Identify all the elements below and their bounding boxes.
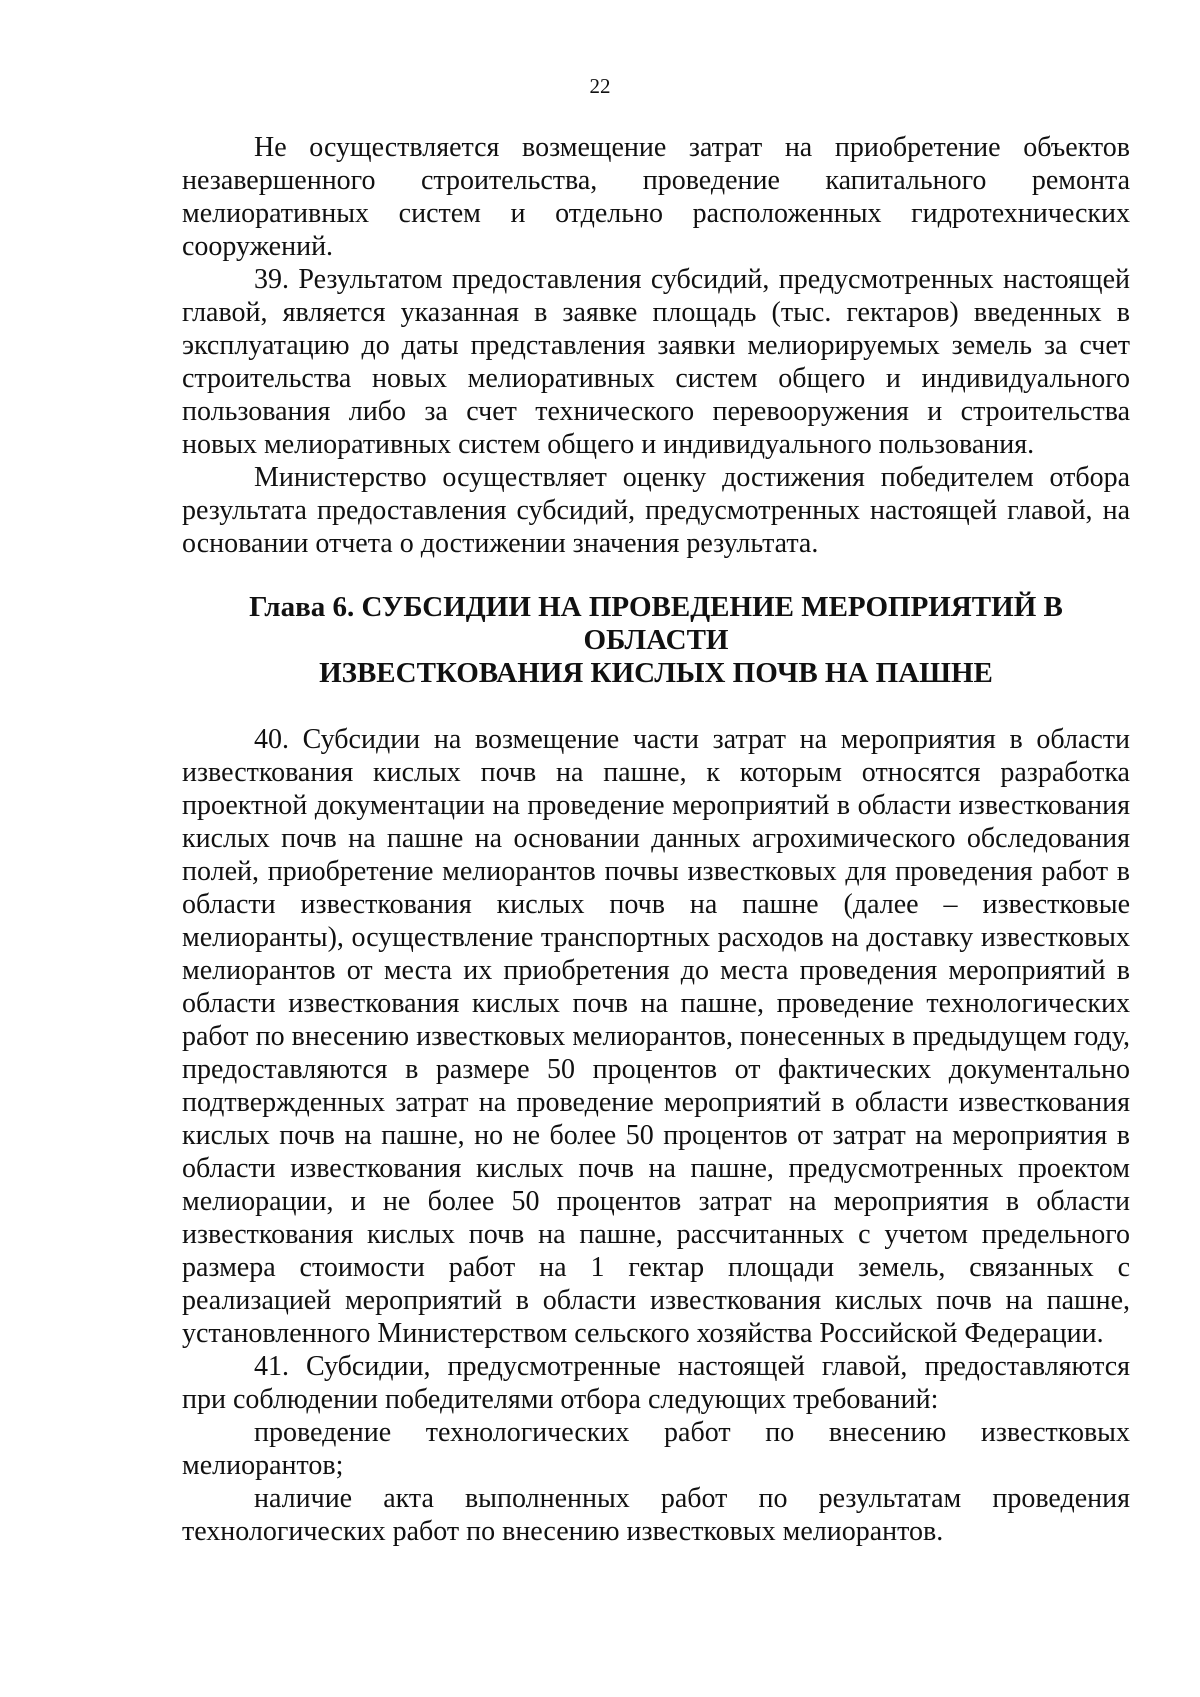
paragraph-41: 41. Субсидии, предусмотренные настоящей главой, предоставляются при соблюдении победителями отбора следующих требований: [182, 1351, 1130, 1415]
paragraph-ministry-assessment: Министерство осуществляет оценку достижения победителем отбора результата предоставления субсидий, предусмотренных настоящей главой, на основании отчета о достижении значения результата. [182, 462, 1130, 559]
requirement-item-1: проведение технологических работ по внесению известковых мелиорантов; [182, 1417, 1130, 1481]
document-body [182, 131, 1130, 1548]
paragraph-39: 39. Результатом предоставления субсидий, предусмотренных настоящей главой, является указанная в заявке площадь (тыс. гектаров) введенных в эксплуатацию до даты представления заявки мелиорируемых земель за счет строительства новых мелиоративных систем общего и индивидуального пользования либо за счет технического перевооружения и строительства новых мелиоративных систем общего и индивидуального пользования. [182, 264, 1130, 460]
requirement-item-2: наличие акта выполненных работ по результатам проведения технологических работ по внесению известковых мелиорантов. [182, 1483, 1130, 1547]
chapter-title [182, 591, 1130, 690]
paragraph-costs-exclusion: Не осуществляется возмещение затрат на приобретение объектов незавершенного строительства, проведение капитального ремонта мелиоративных систем и отдельно расположенных гидротехнических сооружений. [182, 132, 1130, 262]
paragraph-40: 40. Субсидии на возмещение части затрат на мероприятия в области известкования кислых почв на пашне, к которым относятся разработка проектной документации на проведение мероприятий в области известкования кислых почв на пашне на основании данных агрохимического обследования полей, приобретение мелиорантов почвы известковых для проведения работ в области известкования кислых почв на пашне (далее – известковые мелиоранты), осуществление транспортных расходов на доставку известковых мелиорантов от места их приобретения до места проведения мероприятий в области известкования кислых почв на пашне, проведение технологических работ по внесению известковых мелиорантов, понесенных в предыдущем году, предоставляются в размере 50 процентов от фактических документально подтвержденных затрат на проведение мероприятий в области известкования кислых почв на пашне, но не более 50 процентов от затрат на мероприятия в области известкования кислых почв на пашне, предусмотренных проектом мелиорации, и не более 50 процентов затрат на мероприятия в области известкования кислых почв на пашне, рассчитанных с учетом предельного размера стоимости работ на 1 гектар площади земель, связанных с реализацией мероприятий в области известкования кислых почв на пашне, установленного Министерством сельского хозяйства Российской Федерации. [182, 724, 1130, 1349]
chapter-title-line-1: Глава 6. СУБСИДИИ НА ПРОВЕДЕНИЕ МЕРОПРИЯТИЙ В ОБЛАСТИ [249, 591, 1063, 656]
page-number: 22 [589, 74, 611, 98]
chapter-title-line-2: ИЗВЕСТКОВАНИЯ КИСЛЫХ ПОЧВ НА ПАШНЕ [319, 657, 993, 689]
